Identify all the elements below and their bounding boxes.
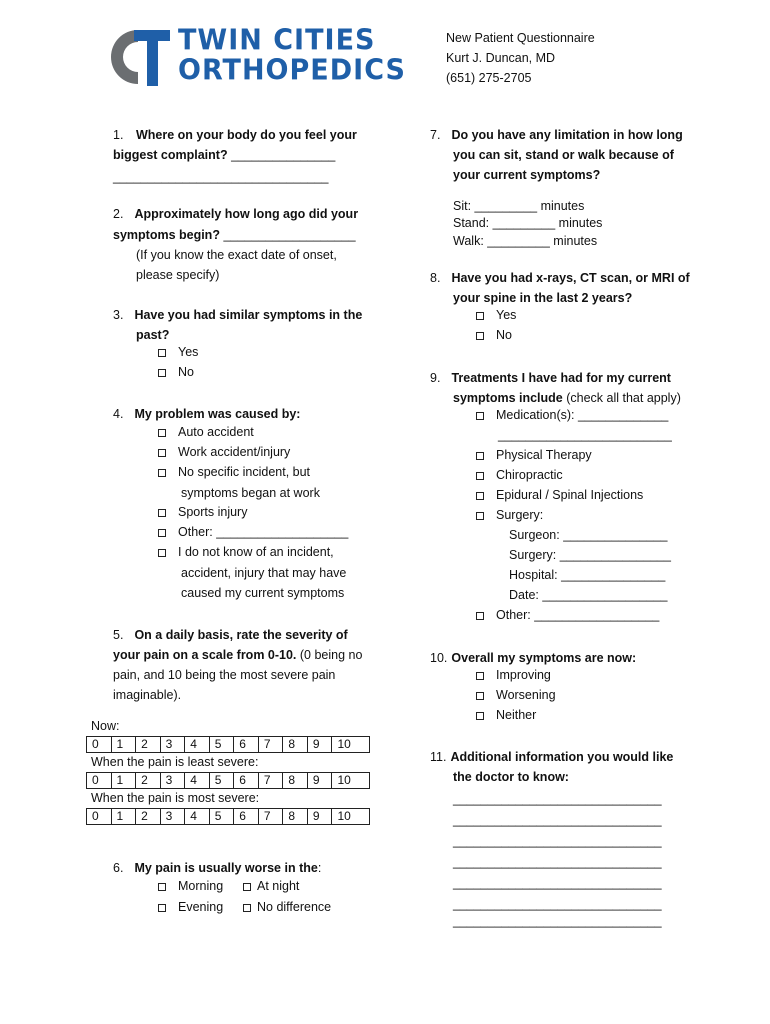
scale-cell[interactable]: 8 bbox=[283, 809, 308, 825]
scale-cell[interactable]: 8 bbox=[283, 773, 308, 789]
scale-cell[interactable]: 10 bbox=[332, 773, 370, 789]
scale-label-most: When the pain is most severe: bbox=[91, 791, 260, 805]
checkbox[interactable] bbox=[158, 883, 166, 891]
surgeon-field[interactable]: Surgeon: _______________ bbox=[509, 528, 668, 542]
checkbox[interactable] bbox=[158, 469, 166, 477]
option-no-difference[interactable]: No difference bbox=[243, 900, 331, 914]
checkbox[interactable] bbox=[158, 429, 166, 437]
option-neither[interactable]: Neither bbox=[476, 708, 536, 722]
checkbox[interactable] bbox=[476, 712, 484, 720]
question-1-line2: biggest complaint? _______________ bbox=[113, 148, 336, 162]
question-7: 7. Do you have any limitation in how long bbox=[430, 128, 683, 142]
additional-info-line[interactable]: ______________________________ bbox=[453, 876, 662, 890]
medication-blank[interactable]: _________________________ bbox=[498, 428, 672, 442]
scale-cell[interactable]: 6 bbox=[234, 737, 259, 753]
logo-text-line2: ORTHOPEDICS bbox=[178, 54, 406, 87]
option-no-specific-incident[interactable]: No specific incident, but bbox=[158, 465, 310, 479]
option-epidural[interactable]: Epidural / Spinal Injections bbox=[476, 488, 643, 502]
checkbox[interactable] bbox=[476, 692, 484, 700]
pain-scale-most[interactable] bbox=[86, 808, 370, 825]
stand-minutes-field[interactable]: Stand: _________ minutes bbox=[453, 216, 603, 230]
option-at-night[interactable]: At night bbox=[243, 879, 299, 893]
checkbox[interactable] bbox=[476, 452, 484, 460]
checkbox[interactable] bbox=[476, 492, 484, 500]
question-11: 11. Additional information you would like bbox=[430, 750, 674, 764]
question-4: 4. My problem was caused by: bbox=[113, 407, 301, 421]
scale-cell[interactable]: 3 bbox=[160, 773, 185, 789]
checkbox[interactable] bbox=[476, 472, 484, 480]
checkbox[interactable] bbox=[158, 369, 166, 377]
question-2-note: please specify) bbox=[136, 268, 220, 282]
option-improving[interactable]: Improving bbox=[476, 668, 551, 682]
scale-cell[interactable]: 9 bbox=[307, 737, 332, 753]
checkbox[interactable] bbox=[158, 509, 166, 517]
question-8-line2: your spine in the last 2 years? bbox=[453, 291, 633, 305]
scale-cell[interactable]: 3 bbox=[160, 737, 185, 753]
additional-info-line[interactable]: ______________________________ bbox=[453, 914, 662, 928]
scale-cell[interactable]: 0 bbox=[87, 773, 112, 789]
checkbox[interactable] bbox=[476, 412, 484, 420]
option-surgery[interactable]: Surgery: bbox=[476, 508, 543, 522]
question-7-line2: you can sit, stand or walk because of bbox=[453, 148, 674, 162]
checkbox[interactable] bbox=[243, 904, 251, 912]
option-no[interactable]: No bbox=[476, 328, 512, 342]
scale-cell[interactable]: 5 bbox=[209, 737, 234, 753]
scale-label-now: Now: bbox=[91, 719, 120, 733]
doctor-name: Kurt J. Duncan, MD bbox=[446, 51, 556, 65]
sit-minutes-field[interactable]: Sit: _________ minutes bbox=[453, 199, 585, 213]
scale-cell[interactable]: 8 bbox=[283, 737, 308, 753]
checkbox[interactable] bbox=[476, 512, 484, 520]
scale-cell[interactable]: 10 bbox=[332, 809, 370, 825]
scale-cell[interactable]: 1 bbox=[111, 737, 136, 753]
form-title: New Patient Questionnaire bbox=[446, 31, 595, 45]
option-work-accident[interactable]: Work accident/injury bbox=[158, 445, 290, 459]
option-other[interactable]: Other: __________________ bbox=[476, 608, 659, 622]
phone-number: (651) 275-2705 bbox=[446, 71, 532, 85]
checkbox[interactable] bbox=[243, 883, 251, 891]
scale-cell[interactable]: 7 bbox=[258, 737, 283, 753]
question-number: 1. bbox=[113, 128, 124, 142]
question-2: 2. Approximately how long ago did your bbox=[113, 207, 359, 221]
question-6: 6. My pain is usually worse in the: bbox=[113, 861, 322, 875]
option-continuation: symptoms began at work bbox=[181, 486, 320, 500]
option-morning[interactable]: Morning bbox=[158, 879, 223, 893]
walk-minutes-field[interactable]: Walk: _________ minutes bbox=[453, 234, 598, 248]
checkbox[interactable] bbox=[158, 349, 166, 357]
additional-info-line[interactable]: ______________________________ bbox=[453, 897, 662, 911]
additional-info-line[interactable]: ______________________________ bbox=[453, 813, 662, 827]
option-physical-therapy[interactable]: Physical Therapy bbox=[476, 448, 592, 462]
scale-cell[interactable]: 2 bbox=[136, 809, 161, 825]
logo-mark-icon bbox=[98, 28, 172, 86]
question-text: Where on your body do you feel your bbox=[136, 128, 357, 142]
answer-blank[interactable]: _______________________________ bbox=[113, 170, 329, 184]
scale-cell[interactable]: 0 bbox=[87, 737, 112, 753]
question-5-line2: your pain on a scale from 0-10. (0 being no bbox=[113, 648, 363, 662]
date-field[interactable]: Date: __________________ bbox=[509, 588, 668, 602]
checkbox[interactable] bbox=[476, 612, 484, 620]
hospital-field[interactable]: Hospital: _______________ bbox=[509, 568, 666, 582]
scale-cell[interactable]: 4 bbox=[185, 737, 210, 753]
question-7-line3: your current symptoms? bbox=[453, 168, 601, 182]
scale-cell[interactable]: 7 bbox=[258, 773, 283, 789]
additional-info-line[interactable]: ______________________________ bbox=[453, 855, 662, 869]
option-continuation: accident, injury that may have bbox=[181, 566, 347, 580]
option-sports-injury[interactable]: Sports injury bbox=[158, 505, 247, 519]
scale-cell[interactable]: 10 bbox=[332, 737, 370, 753]
scale-cell[interactable]: 4 bbox=[185, 809, 210, 825]
question-9: 9. Treatments I have had for my current bbox=[430, 371, 671, 385]
question-11-line2: the doctor to know: bbox=[453, 770, 569, 784]
scale-label-least: When the pain is least severe: bbox=[91, 755, 259, 769]
question-10: 10. Overall my symptoms are now: bbox=[430, 651, 637, 665]
scale-cell[interactable]: 0 bbox=[87, 809, 112, 825]
question-9-line2: symptoms include (check all that apply) bbox=[453, 391, 681, 405]
option-evening[interactable]: Evening bbox=[158, 900, 223, 914]
scale-cell[interactable]: 5 bbox=[209, 773, 234, 789]
scale-cell[interactable]: 3 bbox=[160, 809, 185, 825]
option-no[interactable]: No bbox=[158, 365, 194, 379]
question-5-note: imaginable). bbox=[113, 688, 182, 702]
scale-cell[interactable]: 7 bbox=[258, 809, 283, 825]
question-8: 8. Have you had x-rays, CT scan, or MRI of bbox=[430, 271, 690, 285]
pain-scale-least[interactable] bbox=[86, 772, 370, 789]
scale-cell[interactable]: 4 bbox=[185, 773, 210, 789]
question-2-line2: symptoms begin? ___________________ bbox=[113, 228, 356, 242]
surgery-field[interactable]: Surgery: ________________ bbox=[509, 548, 671, 562]
checkbox[interactable] bbox=[158, 904, 166, 912]
option-yes[interactable]: Yes bbox=[158, 345, 198, 359]
logo-text-line1: TWIN CITIES bbox=[178, 24, 376, 57]
scale-cell[interactable]: 6 bbox=[234, 809, 259, 825]
question-2-note: (If you know the exact date of onset, bbox=[136, 248, 337, 262]
scale-cell[interactable]: 6 bbox=[234, 773, 259, 789]
question-5-note: pain, and 10 being the most severe pain bbox=[113, 668, 336, 682]
option-yes[interactable]: Yes bbox=[476, 308, 516, 322]
answer-blank[interactable]: _______________ bbox=[227, 148, 336, 162]
scale-cell[interactable]: 1 bbox=[111, 809, 136, 825]
scale-cell[interactable]: 9 bbox=[307, 773, 332, 789]
scale-cell[interactable]: 9 bbox=[307, 809, 332, 825]
checkbox[interactable] bbox=[476, 312, 484, 320]
scale-cell[interactable]: 5 bbox=[209, 809, 234, 825]
option-unknown[interactable]: I do not know of an incident, bbox=[158, 545, 334, 559]
option-worsening[interactable]: Worsening bbox=[476, 688, 556, 702]
checkbox[interactable] bbox=[158, 449, 166, 457]
option-other[interactable]: Other: ___________________ bbox=[158, 525, 348, 539]
scale-cell[interactable]: 2 bbox=[136, 737, 161, 753]
additional-info-line[interactable]: ______________________________ bbox=[453, 834, 662, 848]
question-3-line2: past? bbox=[136, 328, 170, 342]
checkbox[interactable] bbox=[158, 529, 166, 537]
option-medication[interactable]: Medication(s): _____________ bbox=[476, 408, 668, 422]
checkbox[interactable] bbox=[476, 672, 484, 680]
option-chiropractic[interactable]: Chiropractic bbox=[476, 468, 563, 482]
additional-info-line[interactable]: ______________________________ bbox=[453, 792, 662, 806]
question-3: 3. Have you had similar symptoms in the bbox=[113, 308, 363, 322]
pain-scale-now[interactable] bbox=[86, 736, 370, 753]
option-continuation: caused my current symptoms bbox=[181, 586, 345, 600]
scale-cell[interactable]: 1 bbox=[111, 773, 136, 789]
question-5: 5. On a daily basis, rate the severity of bbox=[113, 628, 348, 642]
scale-cell[interactable]: 2 bbox=[136, 773, 161, 789]
option-auto-accident[interactable]: Auto accident bbox=[158, 425, 254, 439]
checkbox[interactable] bbox=[158, 549, 166, 557]
answer-blank[interactable]: ___________________ bbox=[219, 228, 356, 242]
checkbox[interactable] bbox=[476, 332, 484, 340]
